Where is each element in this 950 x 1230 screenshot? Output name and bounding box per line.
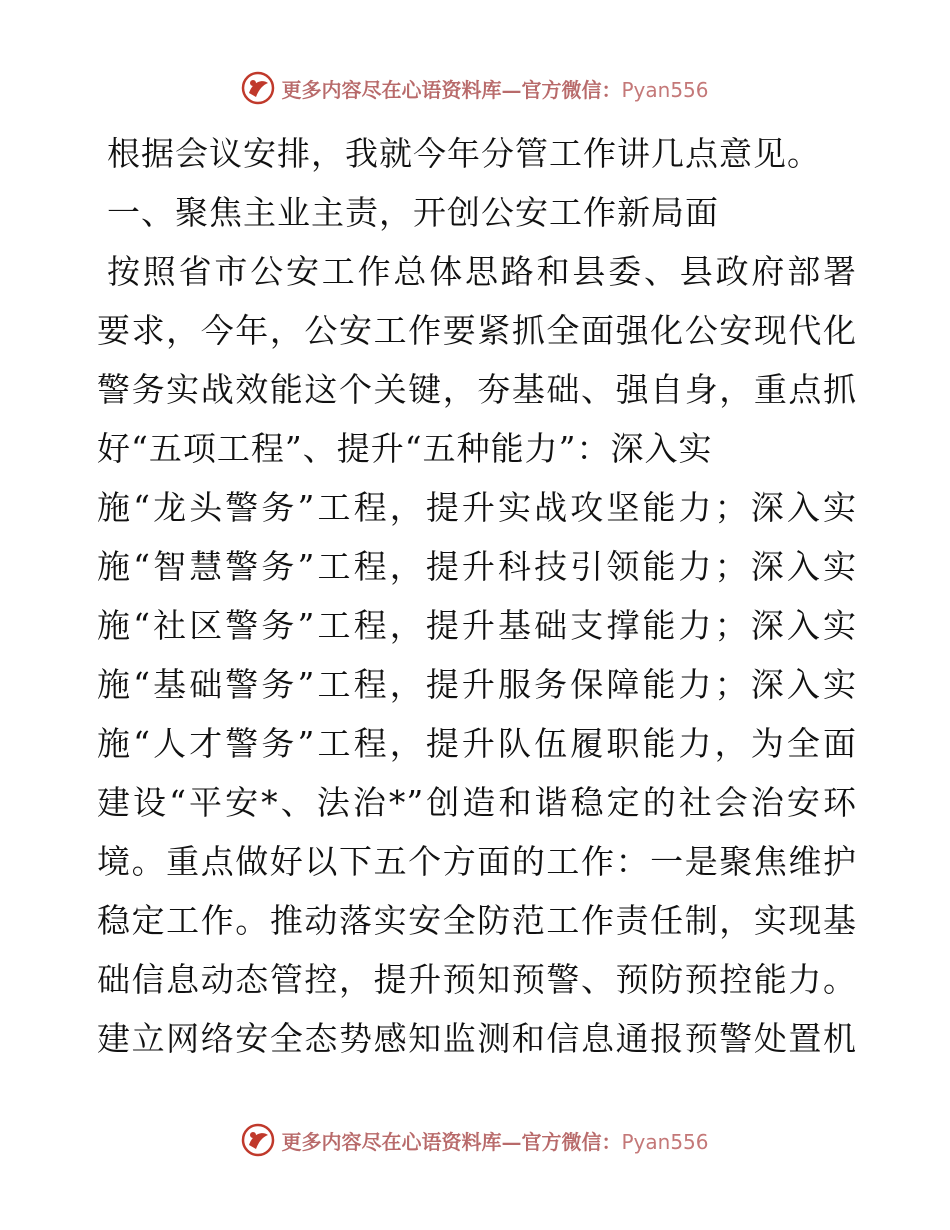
text-line: 警务实战效能这个关键，夯基础、强自身，重点抓 bbox=[97, 370, 857, 409]
text-line: 要求，今年，公安工作要紧抓全面强化公安现代化 bbox=[97, 311, 857, 350]
footer-watermark bbox=[0, 1122, 950, 1158]
text-line: 施“龙头警务”工程，提升实战攻坚能力；深入实 bbox=[97, 488, 857, 527]
watermark-logo-icon bbox=[241, 71, 275, 105]
text-line: 稳定工作。推动落实安全防范工作责任制，实现基 bbox=[97, 901, 857, 940]
text-line: 根据会议安排，我就今年分管工作讲几点意见。 bbox=[107, 134, 821, 173]
text-line: 施“基础警务”工程，提升服务保障能力；深入实 bbox=[97, 665, 857, 704]
header-watermark bbox=[0, 70, 950, 106]
text-line: 境。重点做好以下五个方面的工作：一是聚焦维护 bbox=[97, 842, 857, 881]
text-line: 础信息动态管控，提升预知预警、预防预控能力。 bbox=[97, 960, 857, 999]
text-line: 施“人才警务”工程，提升队伍履职能力，为全面 bbox=[97, 724, 857, 763]
watermark-text: 更多内容尽在心语资料库—官方微信：Pyan556 bbox=[281, 1129, 709, 1154]
text-line: 建立网络安全态势感知监测和信息通报预警处置机 bbox=[97, 1019, 857, 1058]
watermark-logo-icon bbox=[241, 1123, 275, 1157]
text-line: 施“社区警务”工程，提升基础支撑能力；深入实 bbox=[97, 606, 857, 645]
text-line: 施“智慧警务”工程，提升科技引领能力；深入实 bbox=[97, 547, 857, 586]
watermark-text: 更多内容尽在心语资料库—官方微信：Pyan556 bbox=[281, 77, 709, 102]
document-body bbox=[97, 124, 857, 1068]
text-line: 按照省市公安工作总体思路和县委、县政府部署 bbox=[107, 252, 857, 291]
text-line: 好“五项工程”、提升“五种能力”：深入实 bbox=[97, 429, 713, 468]
text-line: 建设“平安*、法治*”创造和谐稳定的社会治安环 bbox=[97, 783, 857, 822]
section-heading: 一、聚焦主业主责，开创公安工作新局面 bbox=[107, 193, 719, 232]
